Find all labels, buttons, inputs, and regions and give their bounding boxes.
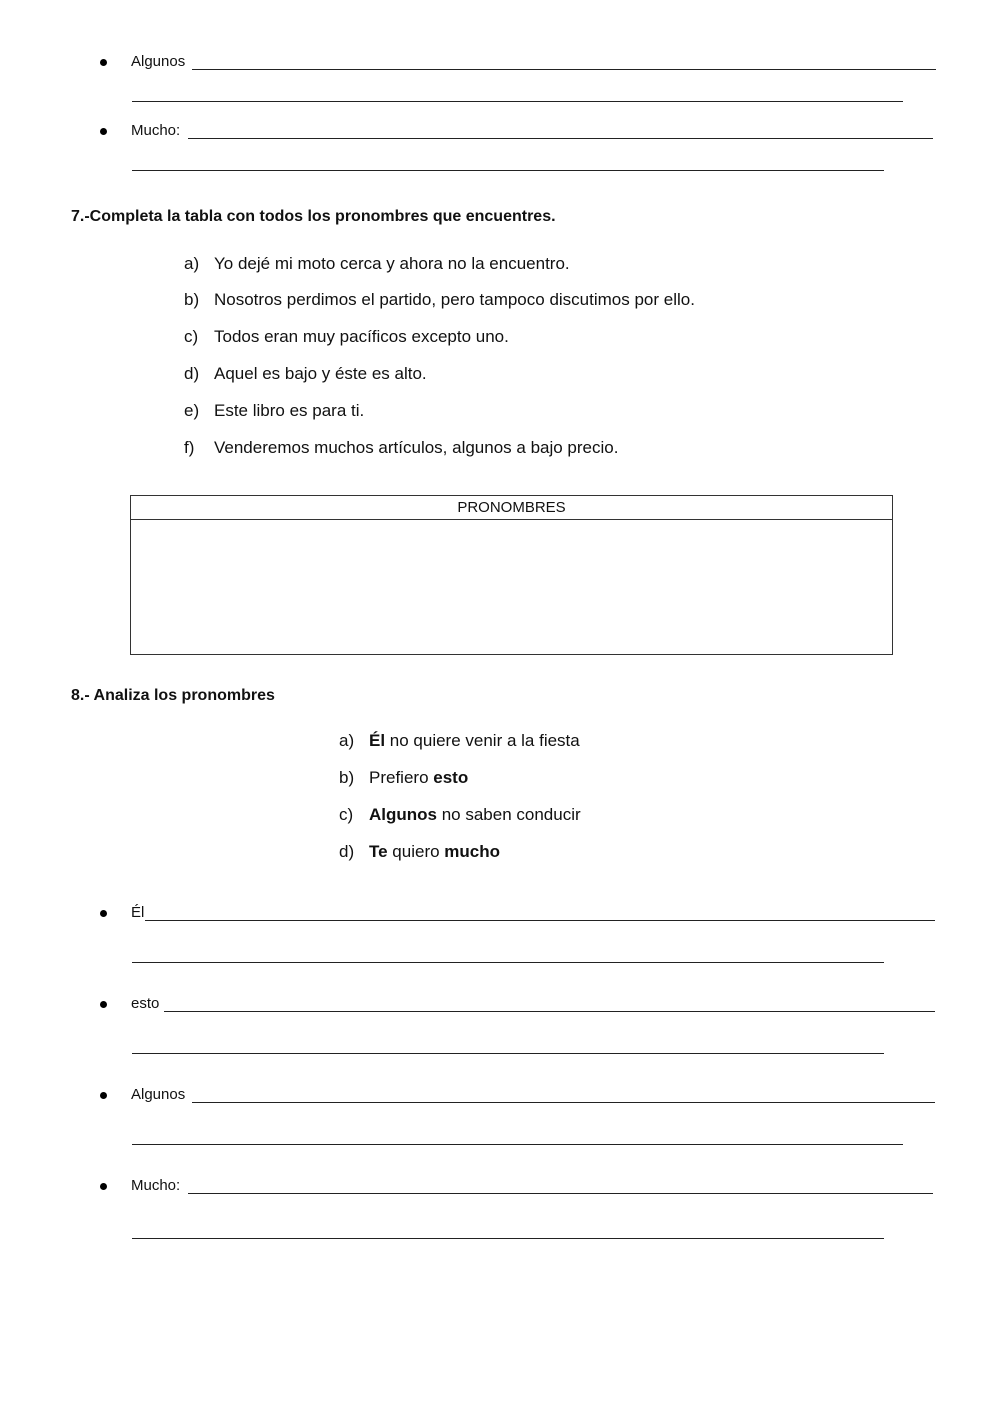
- sentence-7a: a) Yo dejé mi moto cerca y ahora no la encuentro.: [184, 254, 570, 273]
- answer-label: Mucho:: [131, 122, 181, 139]
- answer-line[interactable]: [188, 138, 933, 139]
- top-answer-mucho: [100, 117, 933, 141]
- sentence-8c: c) Algunos no saben conducir: [339, 805, 581, 824]
- sentence-7b: b) Nosotros perdimos el partido, pero tampoco discutimos por ello.: [184, 290, 695, 309]
- section-8-heading: 8.- Analiza los pronombres: [71, 687, 275, 704]
- answer-line[interactable]: [192, 1102, 935, 1103]
- answer-label: Mucho:: [131, 1177, 181, 1194]
- answer-line-continuation[interactable]: [132, 1238, 884, 1239]
- answer-mucho: [100, 1172, 933, 1196]
- answer-line[interactable]: [192, 69, 936, 70]
- bullet-icon: [100, 910, 107, 917]
- sentence-7d: d) Aquel es bajo y éste es alto.: [184, 364, 427, 383]
- answer-label: Algunos: [131, 1086, 186, 1103]
- sentence-7c: c) Todos eran muy pacíficos excepto uno.: [184, 327, 509, 346]
- bullet-icon: [100, 1001, 107, 1008]
- bullet-icon: [100, 59, 107, 66]
- answer-algunos: [100, 1081, 935, 1105]
- answer-line[interactable]: [188, 1193, 933, 1194]
- sentence-7e: e) Este libro es para ti.: [184, 401, 365, 420]
- bullet-icon: [100, 1092, 107, 1099]
- pronouns-table-header: PRONOMBRES: [131, 496, 892, 520]
- answer-line-continuation[interactable]: [132, 1144, 903, 1145]
- sentence-8a: a) Él no quiere venir a la fiesta: [339, 731, 580, 750]
- answer-el: [100, 899, 935, 923]
- answer-line-continuation[interactable]: [132, 101, 903, 102]
- answer-line-continuation[interactable]: [132, 170, 884, 171]
- answer-line[interactable]: [164, 1011, 935, 1012]
- answer-esto: [100, 990, 935, 1014]
- sentence-7f: f) Venderemos muchos artículos, algunos a bajo precio.: [184, 438, 619, 457]
- pronouns-table: [130, 495, 893, 655]
- answer-line[interactable]: [145, 920, 935, 921]
- answer-label: Algunos: [131, 53, 186, 70]
- sentence-8d: d) Te quiero mucho: [339, 842, 501, 861]
- bullet-icon: [100, 128, 107, 135]
- answer-line-continuation[interactable]: [132, 1053, 884, 1054]
- sentence-8b: b) Prefiero esto: [339, 768, 469, 787]
- answer-label: Él: [131, 904, 145, 921]
- bullet-icon: [100, 1183, 107, 1190]
- answer-label: esto: [131, 995, 160, 1012]
- top-answer-algunos: [100, 48, 936, 72]
- answer-line-continuation[interactable]: [132, 962, 884, 963]
- section-7-heading: 7.-Completa la tabla con todos los pronombres que encuentres.: [71, 208, 556, 225]
- pronouns-table-cell[interactable]: [131, 520, 892, 654]
